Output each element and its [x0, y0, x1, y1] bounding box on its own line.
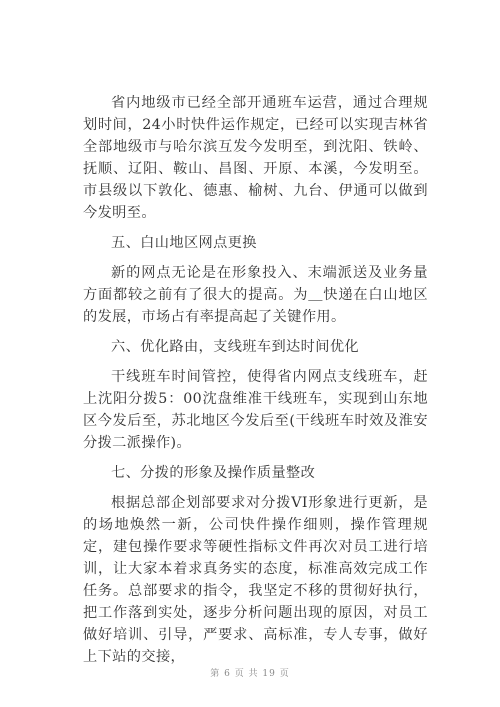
paragraph-sorting-center-rectification: 根据总部企划部要求对分拨VI形象进行更新，是的场地焕然一新，公司快件操作细则，操作管理规定，建包操作要求等硬性指标文件再次对员工进行培训，让大家本着求真务实的态度，标准高效完成工作任务。总部要求的指令，我坚定不移的贯彻好执行，把工作落到实处，逐步分析问题出现的原因，对员工做好培训、引导，严要求、高标准，专人专事，做好上下站的交接，: [83, 495, 428, 665]
page-number-footer: 第 6 页 共 19 页: [210, 669, 290, 679]
paragraph-baishan-outlets: 新的网点无论是在形象投入、末端派送及业务量方面都较之前有了很大的提高。为＿快递在白山地区的发展，市场占有率提高起了关键作用。: [83, 265, 428, 325]
paragraph-trunk-line-control: 干线班车时间管控，使得省内网点支线班车，赶上沈阳分拨5：00沈盘维准干线班车，实现到山东地区今发后至，苏北地区今发后至(干线班车时效及淮安分拨二派操作)。: [83, 369, 428, 451]
section-heading-7: 七、分拨的形象及操作质量整改: [111, 465, 316, 481]
paragraph-intercity-routes: 省内地级市已经全部开通班车运营，通过合理规划时间，24小时快件运作规定，已经可以实现吉林省全部地级市与哈尔滨互发今发明至，到沈阳、铁岭、抚顺、辽阳、鞍山、昌图、开原、本溪，今发明至。市县级以下敦化、德惠、榆树、九台、伊通可以做到今发明至。: [83, 95, 428, 221]
section-heading-6: 六、优化路由，支线班车到达时间优化: [111, 339, 359, 355]
section-heading-5: 五、白山地区网点更换: [111, 235, 257, 251]
document-body: [83, 92, 428, 668]
